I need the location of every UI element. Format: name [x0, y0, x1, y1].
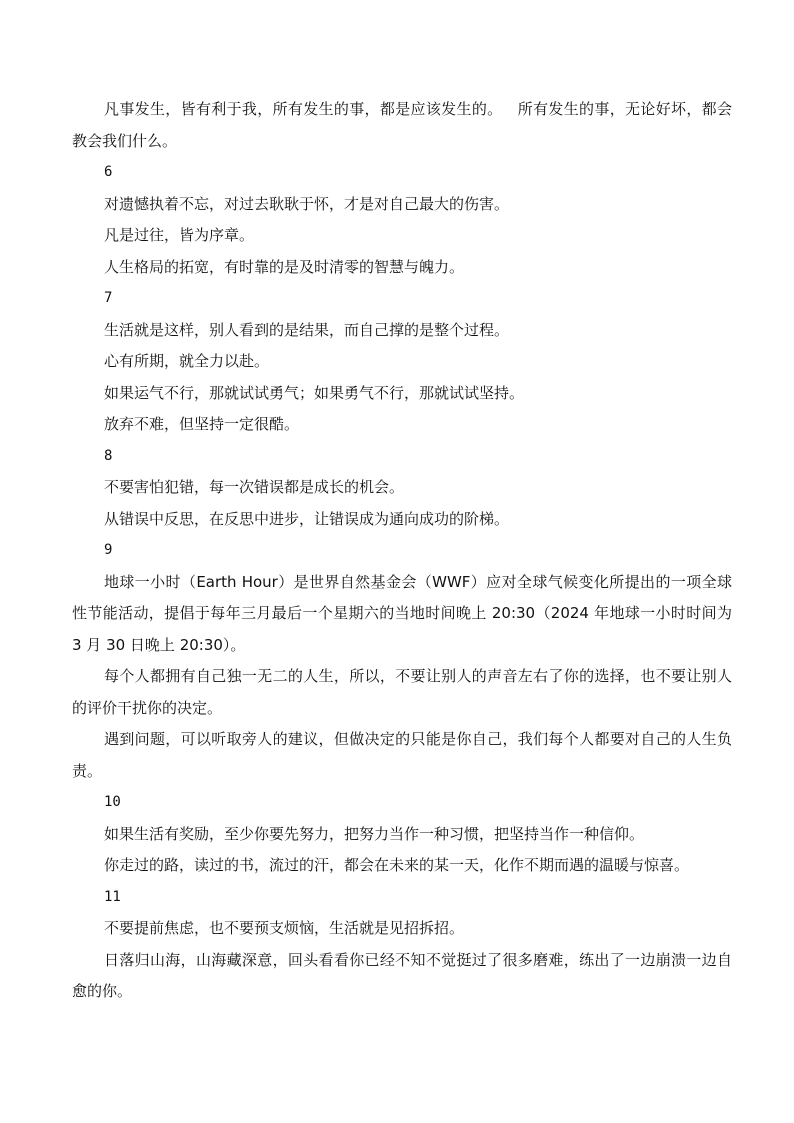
section-number: 9	[104, 542, 113, 558]
paragraph: 心有所期，就全力以赴。	[104, 352, 270, 370]
section-number: 6	[104, 164, 113, 180]
paragraph: 遇到问题，可以听取旁人的建议，但做决定的只能是你自己，我们每个人都要对自己的人生负责。	[72, 730, 732, 780]
section-number: 8	[104, 447, 113, 464]
paragraph: 凡事发生，皆有利于我，所有发生的事，都是应该发生的。 所有发生的事，无论好坏，都会教会我们什么。	[72, 100, 732, 150]
paragraph: 不要提前焦虑，也不要预支烦恼，生活就是见招拆招。	[104, 919, 465, 937]
paragraph: 地球一小时（Earth Hour）是世界自然基金会（WWF）应对全球气候变化所提出的一项全球性节能活动，提倡于每年三月最后一个星期六的当地时间晚上 20:30（2024 年地球一小时时间为 3 月 30 日晚上 20:30）。	[72, 572, 737, 654]
paragraph: 生活就是这样，别人看到的是结果，而自己撑的是整个过程。	[104, 320, 510, 339]
section-number: 11	[104, 888, 121, 905]
section-number: 10	[104, 794, 121, 810]
paragraph: 放弃不难，但坚持一定很酷。	[104, 415, 300, 433]
paragraph: 如果运气不行，那就试试勇气；如果勇气不行，那就试试坚持。	[104, 383, 525, 402]
paragraph: 从错误中反思，在反思中进步，让错误成为通向成功的阶梯。	[104, 509, 510, 528]
paragraph: 人生格局的拓宽，有时靠的是及时清零的智慧与魄力。	[104, 257, 465, 276]
paragraph: 你走过的路，读过的书，流过的汗，都会在未来的某一天，化作不期而遇的温暖与惊喜。	[104, 856, 690, 874]
document-body	[72, 94, 737, 1008]
paragraph: 日落归山海，山海藏深意，回头看看你已经不知不觉挺过了很多磨难，练出了一边崩溃一边自愈的你。	[72, 950, 732, 1000]
paragraph: 不要害怕犯错，每一次错误都是成长的机会。	[104, 478, 405, 496]
paragraph: 凡是过往，皆为序章。	[104, 226, 255, 244]
section-number: 7	[104, 290, 113, 306]
paragraph: 每个人都拥有自己独一无二的人生，所以，不要让别人的声音左右了你的选择，也不要让别人的评价干扰你的决定。	[72, 667, 732, 717]
paragraph: 如果生活有奖励，至少你要先努力，把努力当作一种习惯，把坚持当作一种信仰。	[104, 824, 645, 843]
paragraph: 对遗憾执着不忘，对过去耿耿于怀，才是对自己最大的伤害。	[104, 194, 510, 213]
